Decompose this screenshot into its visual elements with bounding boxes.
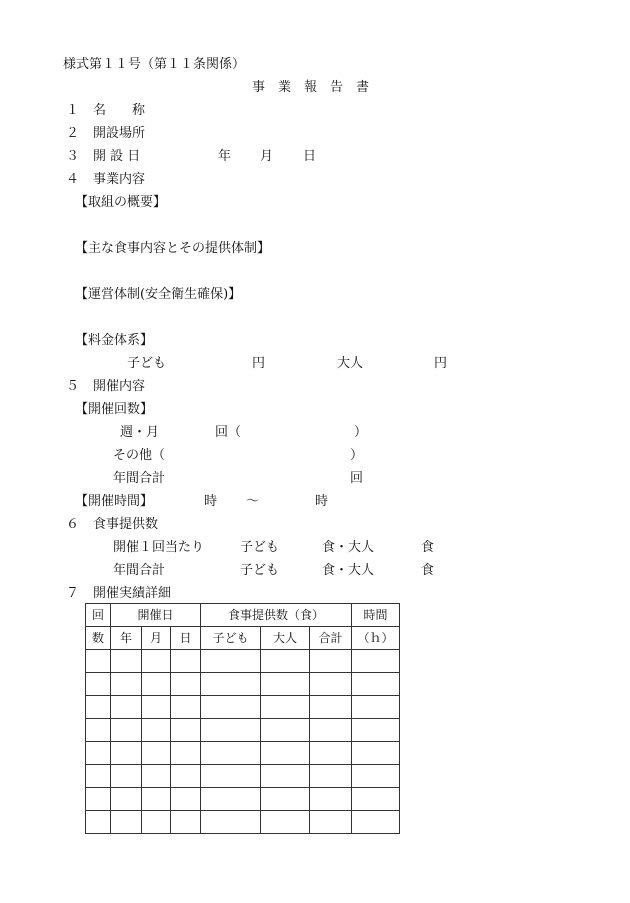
hold-time-heading: 【開催時間】 bbox=[75, 494, 154, 509]
meals-label: 食事提供数 bbox=[93, 517, 159, 532]
business-label: 事業内容 bbox=[93, 172, 146, 187]
open-date-label: 開 設 日 bbox=[93, 149, 141, 164]
header-count: 数 bbox=[86, 627, 111, 650]
header-adult: 大人 bbox=[261, 627, 310, 650]
table-row bbox=[86, 811, 400, 834]
table-row bbox=[86, 696, 400, 719]
table-row bbox=[86, 788, 400, 811]
detail-table bbox=[85, 603, 400, 834]
item-6-number: ６ bbox=[66, 517, 80, 532]
per-session-child: 子ども bbox=[240, 540, 280, 555]
header-hours-unit: （ｈ） bbox=[352, 627, 400, 650]
header-kai: 回 bbox=[86, 604, 111, 627]
header-meals: 食事提供数（食） bbox=[201, 604, 352, 627]
fee-adult-label: 大人 bbox=[337, 356, 364, 371]
fee-child-unit: 円 bbox=[252, 356, 266, 371]
header-time: 時間 bbox=[352, 604, 400, 627]
per-session-adult-unit: 食 bbox=[421, 540, 435, 555]
table-row bbox=[86, 742, 400, 765]
item-1-number: １ bbox=[66, 103, 80, 118]
annual-times-unit: 回 bbox=[350, 471, 364, 486]
operation-heading: 【運営体制(安全衛生確保)】 bbox=[75, 287, 242, 302]
header-total: 合計 bbox=[310, 627, 352, 650]
detail-label: 開催実績詳細 bbox=[93, 586, 172, 601]
annual-meals-adult-unit: 食 bbox=[421, 563, 435, 578]
table-row bbox=[86, 650, 400, 673]
annual-total-label: 年間合計 bbox=[113, 471, 166, 486]
facility-label: 開設場所 bbox=[93, 126, 146, 141]
item-3-number: ３ bbox=[66, 149, 80, 164]
other-label: その他（ bbox=[113, 448, 166, 463]
table-row bbox=[86, 765, 400, 788]
time-end-unit: 時 bbox=[315, 494, 329, 509]
annual-meals-child: 子ども bbox=[240, 563, 280, 578]
open-date-year: 年 bbox=[218, 149, 232, 164]
item-4-number: ４ bbox=[66, 172, 80, 187]
item-5-number: ５ bbox=[66, 379, 80, 394]
form-number: 様式第１１号（第１１条関係） bbox=[63, 57, 246, 72]
times-paren-open: 回（ bbox=[215, 425, 242, 440]
time-tilde: ～ bbox=[246, 494, 260, 509]
hold-count-heading: 【開催回数】 bbox=[75, 402, 154, 417]
time-start-unit: 時 bbox=[204, 494, 218, 509]
other-paren-close: ） bbox=[350, 448, 364, 463]
weekly-monthly-label: 週・月 bbox=[120, 425, 160, 440]
annual-meals-label: 年間合計 bbox=[113, 563, 166, 578]
fee-heading: 【料金体系】 bbox=[75, 333, 154, 348]
header-year: 年 bbox=[111, 627, 142, 650]
meal-content-heading: 【主な食事内容とその提供体制】 bbox=[75, 241, 271, 256]
open-date-day: 日 bbox=[303, 149, 317, 164]
hold-label: 開催内容 bbox=[93, 379, 146, 394]
annual-meals-child-unit: 食・大人 bbox=[322, 563, 375, 578]
name-label: 名 称 bbox=[93, 103, 146, 118]
per-session-child-unit: 食・大人 bbox=[322, 540, 375, 555]
header-month: 月 bbox=[142, 627, 171, 650]
times-paren-close: ） bbox=[354, 425, 368, 440]
fee-child-label: 子ども bbox=[127, 356, 167, 371]
table-row bbox=[86, 673, 400, 696]
open-date-month: 月 bbox=[260, 149, 274, 164]
per-session-label: 開催１回当たり bbox=[113, 540, 205, 555]
item-7-number: ７ bbox=[66, 586, 80, 601]
page-title: 事 業 報 告 書 bbox=[252, 80, 370, 95]
table-row bbox=[86, 719, 400, 742]
fee-adult-unit: 円 bbox=[434, 356, 448, 371]
item-2-number: ２ bbox=[66, 126, 80, 141]
header-day: 日 bbox=[171, 627, 201, 650]
header-date: 開催日 bbox=[111, 604, 201, 627]
header-child: 子ども bbox=[201, 627, 261, 650]
summary-heading: 【取組の概要】 bbox=[75, 195, 167, 210]
